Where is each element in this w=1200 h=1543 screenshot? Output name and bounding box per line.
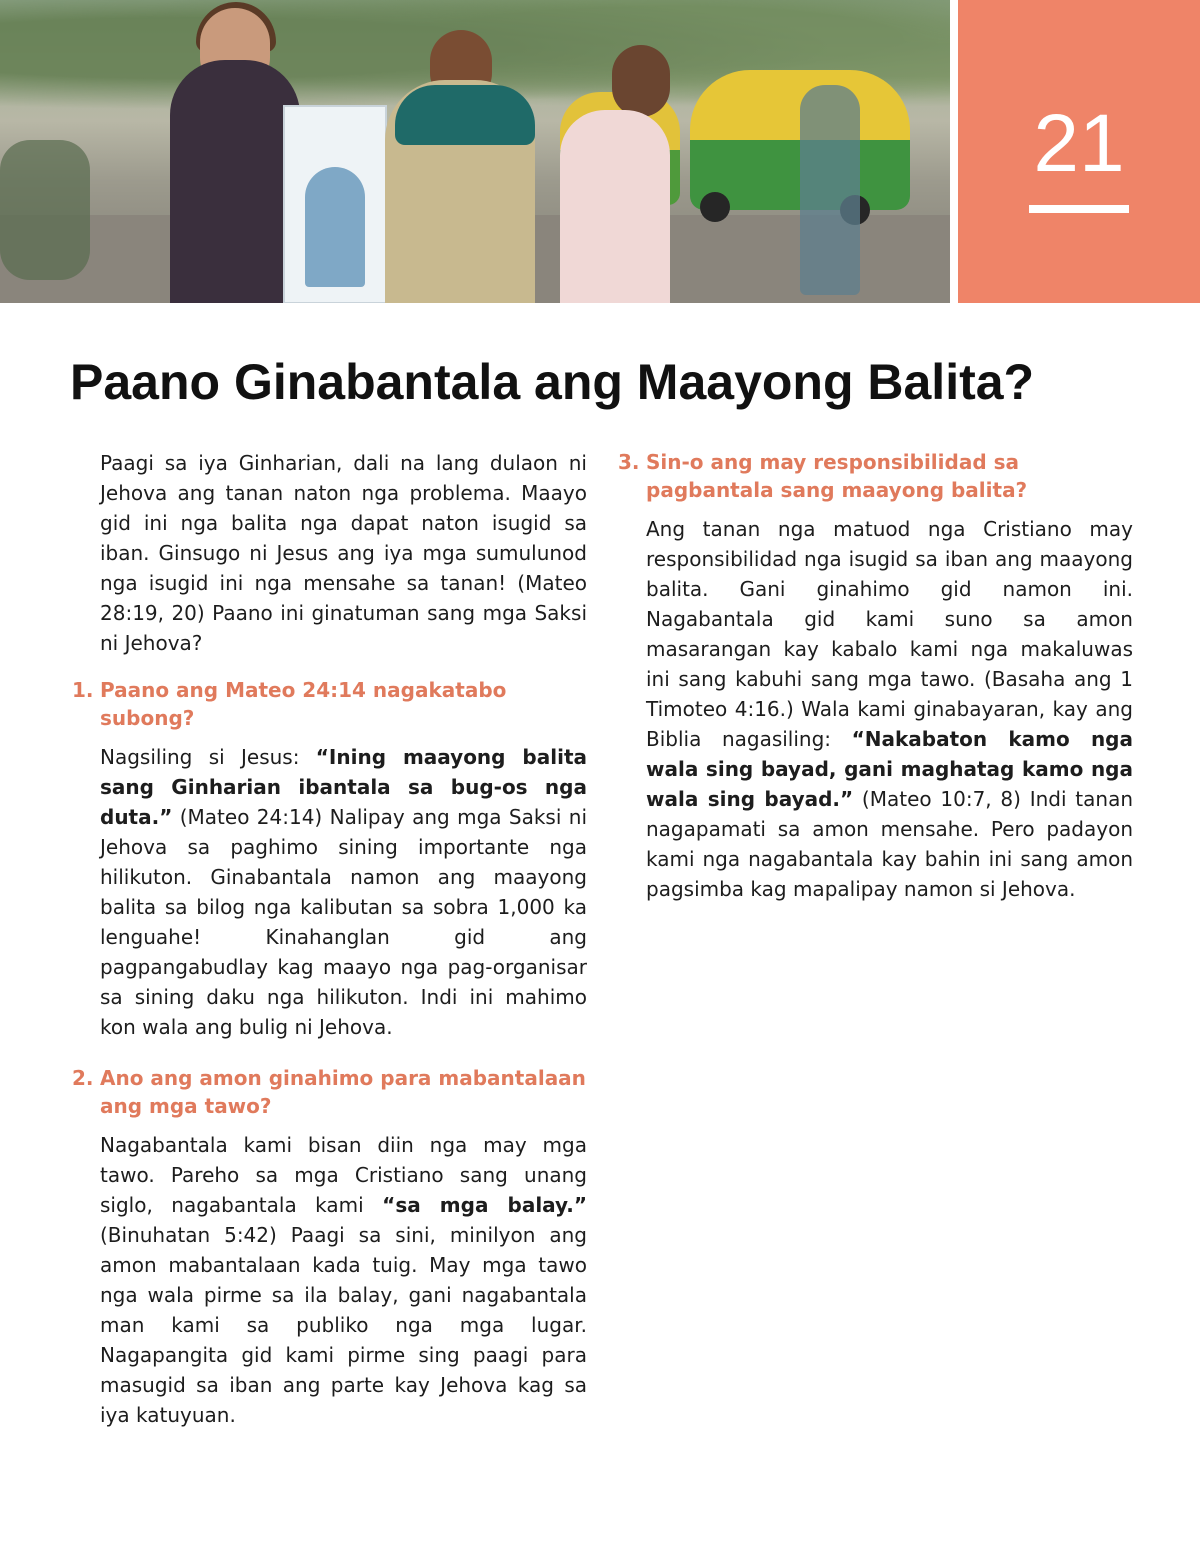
- photo-wheel: [700, 192, 730, 222]
- photo-person-right: [560, 110, 670, 303]
- header-photo: [0, 0, 950, 303]
- photo-literature-display: [283, 105, 387, 303]
- answer-1: [100, 742, 587, 1042]
- answer-text: Nagabantala kami bisan diin nga may mga tawo. Pareho sa mga Cristiano sang unang siglo, nagabantala kami: [100, 1133, 587, 1217]
- answer-text: (Mateo 24:14) Nalipay ang mga Saksi ni Jehova sa paghimo sining importante nga hilikuton. Ginabantala namon ang maayong balita sa bilog nga kalibutan sa sobra 1,000 ka lenguahe! Kinahanglan gid ang pagpangabudlay kag maayo nga pag-organisar sa sining daku nga hilikuton. Indi ini mahimo kon wala ang bulig ni Jehova.: [100, 805, 587, 1039]
- answer-text: (Mateo 10:7, 8) Indi tanan nagapamati sa amon mensahe. Pero padayon kami nga nagabantala kay bahin ini sang amon pagsimba kag mapalipay namon si Jehova.: [646, 787, 1134, 901]
- question-3: [618, 448, 1133, 504]
- scripture-quote: “sa mga balay.”: [382, 1193, 587, 1217]
- scripture-quote: “Ining maayong balita sang Ginharian ibantala sa bug-os nga duta.”: [100, 745, 587, 829]
- question-text: Ano ang amon ginahimo para mabantalaan ang mga tawo?: [100, 1066, 586, 1118]
- chapter-number: 21: [1033, 98, 1125, 189]
- right-column: [618, 448, 1134, 904]
- scripture-quote: “Nakabaton kamo nga wala sing bayad, gani maghatag kamo nga wala sing bayad.”: [646, 727, 1133, 811]
- question-1: [72, 676, 587, 732]
- photo-walking-man: [800, 85, 860, 295]
- page-title: Paano Ginabantala ang Maayong Balita?: [70, 354, 1035, 410]
- question-number: 2.: [72, 1066, 94, 1090]
- question-2: [72, 1064, 587, 1120]
- answer-text: Ang tanan nga matuod nga Cristiano may responsibilidad nga isugid sa iban ang maayong balita. Gani ginahimo gid namon ini. Nagabantala gid kami suno sa amon masarangan kay kabalo kami nga makaluwas ini sang kabuhi sang mga tawo. (Basaha ang 1 Timoteo 4:16.) Wala kami ginabayaran, kay ang Biblia nagasiling:: [646, 517, 1133, 751]
- question-text: Sin-o ang may responsibilidad sa pagbantala sang maayong balita?: [646, 450, 1028, 502]
- answer-2: [100, 1130, 587, 1430]
- question-number: 3.: [618, 450, 640, 474]
- left-column: [72, 448, 587, 1430]
- photo-person-left: [170, 60, 300, 303]
- photo-person-head: [612, 45, 670, 117]
- answer-text: Nagsiling si Jesus:: [100, 745, 316, 769]
- intro-paragraph: Paagi sa iya Ginharian, dali na lang dulaon ni Jehova ang tanan naton nga problema. Maayo gid ini nga balita nga dapat naton isugid sa iban. Ginsugo ni Jesus ang iya mga sumulunod nga isugid ini nga mensahe sa tanan! (Mateo 28:19, 20) Paano ini ginatuman sang mga Saksi ni Jehova?: [100, 451, 587, 655]
- question-number: 1.: [72, 678, 94, 702]
- answer-3: [646, 514, 1133, 904]
- photo-motorbike: [0, 140, 90, 280]
- question-text: Paano ang Mateo 24:14 nagakatabo subong?: [100, 678, 507, 730]
- chapter-underline: [1029, 205, 1129, 213]
- answer-text: (Binuhatan 5:42) Paagi sa sini, minilyon ang amon mabantalaan kada tuig. May mga tawo nga wala pirme sa ila balay, gani nagabantala man kami sa publiko nga mga lugar. Nagapangita gid kami pirme sing paagi para masugid sa iban ang parte kay Jehova kag sa iya katuyuan.: [100, 1223, 587, 1427]
- photo-display-image: [305, 167, 365, 287]
- photo-scarf: [395, 85, 535, 145]
- chapter-badge: [958, 0, 1200, 303]
